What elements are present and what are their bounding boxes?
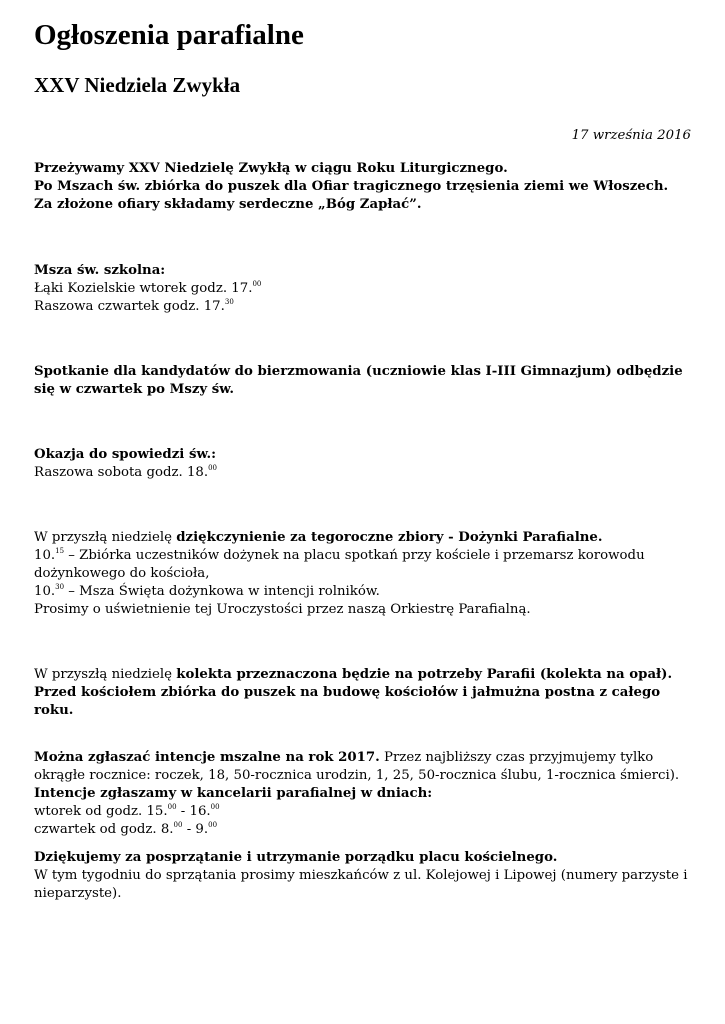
confession-line [34, 464, 691, 482]
intro-section [34, 160, 691, 214]
intro-line-1: Przeżywamy XXV Niedzielę Zwykłą w ciągu Roku Liturgicznego. [34, 161, 508, 176]
harvest-item-2 [34, 583, 691, 601]
school-mass-line-2-text: Raszowa czwartek godz. 17. [34, 299, 225, 314]
harvest-section [34, 529, 691, 619]
school-mass-heading: Msza św. szkolna: [34, 263, 166, 278]
school-mass-line-1-minutes: 00 [252, 280, 262, 288]
harvest-item-1 [34, 547, 691, 583]
cleaning-text: W tym tygodniu do sprzątania prosimy mieszkańców z ul. Kolejowej i Lipowej (numery parzyste i nieparzyste). [34, 868, 688, 901]
harvest-heading [34, 529, 691, 547]
confirmation-section [34, 363, 691, 399]
confession-heading: Okazja do spowiedzi św.: [34, 447, 217, 462]
office-hours-heading: Intencje zgłaszamy w kancelarii parafialnej w dniach: [34, 786, 433, 801]
office-hours-thursday [34, 821, 691, 839]
school-mass-line-2 [34, 298, 691, 316]
harvest-item-2-time: 10. [34, 584, 56, 599]
thursday-to-minutes: 00 [208, 821, 218, 829]
intentions-body: Przez najbliższy czas przyjmujemy tylko okrągłe rocznice: roczek, 18, 50-rocznica urodzin, 1, 25, 50-rocznica ślubu, 1-rocznica śmierci). [34, 750, 680, 783]
harvest-bold: dziękczynienie za tegoroczne zbiory - Dożynki Parafialne. [176, 530, 603, 545]
harvest-item-1-minutes: 15 [55, 547, 65, 555]
harvest-closing: Prosimy o uświetnienie tej Uroczystości przez naszą Orkiestrę Parafialną. [34, 602, 531, 617]
harvest-lead: W przyszłą niedzielę [34, 530, 177, 545]
cleaning-section [34, 849, 691, 903]
intentions-bold: Można zgłaszać intencje mszalne na rok 2017. [34, 750, 380, 765]
intentions-text [34, 749, 691, 785]
harvest-item-2-text: – Msza Święta dożynkowa w intencji rolników. [64, 584, 380, 599]
thursday-to: - 9. [182, 822, 209, 837]
tuesday-to-minutes: 00 [210, 803, 220, 811]
intentions-section [34, 749, 691, 839]
office-hours-tuesday [34, 803, 691, 821]
collection-text [34, 666, 691, 720]
page-subtitle: XXV Niedziela Zwykła [34, 73, 241, 97]
announcement-date: 17 września 2016 [571, 128, 691, 143]
confession-line-minutes: 00 [208, 464, 218, 472]
school-mass-line-2-minutes: 30 [224, 298, 234, 306]
page-title: Ogłoszenia parafialne [34, 19, 304, 51]
tuesday-to: - 16. [176, 804, 211, 819]
confession-line-text: Raszowa sobota godz. 18. [34, 465, 209, 480]
collection-lead: W przyszłą niedzielę [34, 667, 177, 682]
tuesday-from: wtorek od godz. 15. [34, 804, 168, 819]
collection-bold: kolekta przeznaczona będzie na potrzeby Parafii (kolekta na opał). Przed kościołem zbiórka do puszek na budowę kościołów i jałmużna postna z całego roku. [34, 667, 673, 718]
confirmation-text: Spotkanie dla kandydatów do bierzmowania (uczniowie klas I-III Gimnazjum) odbędzie się w czwartek po Mszy św. [34, 364, 683, 397]
collection-section [34, 666, 691, 720]
tuesday-from-minutes: 00 [167, 803, 177, 811]
confession-section [34, 446, 691, 482]
school-mass-line-1 [34, 280, 691, 298]
cleaning-heading: Dziękujemy za posprzątanie i utrzymanie porządku placu kościelnego. [34, 850, 558, 865]
school-mass-section [34, 262, 691, 316]
harvest-item-2-minutes: 30 [55, 583, 65, 591]
thursday-from: czwartek od godz. 8. [34, 822, 174, 837]
thursday-from-minutes: 00 [173, 821, 183, 829]
school-mass-line-1-text: Łąki Kozielskie wtorek godz. 17. [34, 281, 253, 296]
harvest-item-1-time: 10. [34, 548, 56, 563]
intro-line-2: Po Mszach św. zbiórka do puszek dla Ofiar tragicznego trzęsienia ziemi we Włoszech. Za złożone ofiary składamy serdeczne „Bóg Zapłać”. [34, 179, 669, 212]
harvest-item-1-text: – Zbiórka uczestników dożynek na placu spotkań przy kościele i przemarsz korowodu dożynkowego do kościoła, [34, 548, 645, 581]
